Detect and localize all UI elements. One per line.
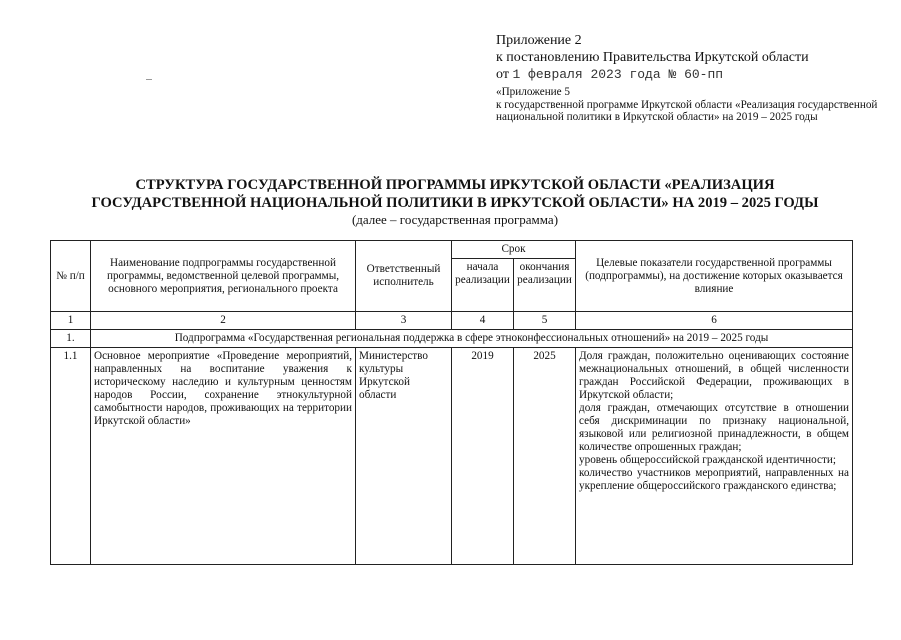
target-item: Доля граждан, положительно оценивающих состояние межнациональных отношений, в общей численности граждан Российской Федерации, проживающих в Иркутской области;	[579, 350, 849, 401]
annex-line2: к постановлению Правительства Иркутской области	[496, 50, 809, 65]
row-targets	[576, 348, 853, 565]
col-number: 1	[51, 312, 91, 330]
title-sub: (далее – государственная программа)	[351, 212, 559, 227]
target-item: уровень общероссийской гражданской идентичности;	[579, 454, 836, 466]
structure-table	[50, 240, 853, 565]
target-item: доля граждан, отмечающих отсутствие в отношении себя дискриминации по признаку национальной, языковой или религиозной принадлежности, в общем количестве опрошенных граждан;	[579, 402, 849, 453]
subprogram-row	[51, 330, 853, 348]
row-num: 1.1	[51, 348, 91, 565]
col-number: 6	[576, 312, 853, 330]
header-term: Срок	[452, 241, 576, 259]
annex-program-ref: к государственной программе Иркутской области «Реализация государственной национальной политики в Иркутской области» на 2019 – 2025 годы	[496, 98, 878, 124]
header-num: № п/п	[51, 241, 91, 312]
annex-header	[496, 32, 896, 124]
row-name: Основное мероприятие «Проведение мероприятий, направленных на воспитание уважения к историческому наследию и культурным ценностям народов России, сохранение этнокультурной самобытности народов, проживающих на территории Иркутской области»	[91, 348, 356, 565]
header-start: начала реализации	[452, 259, 514, 312]
scan-mark	[146, 79, 152, 80]
column-numbers-row	[51, 312, 853, 330]
table-row	[51, 348, 853, 565]
annex-quote-line: «Приложение 5	[496, 86, 571, 98]
header-targets: Целевые показатели государственной программы (подпрограммы), на достижение которых оказывается влияние	[576, 241, 853, 312]
col-number: 5	[514, 312, 576, 330]
annex-date-line	[496, 66, 896, 83]
subprogram-text: Подпрограмма «Государственная региональная поддержка в сфере этноконфессиональных отношений» на 2019 – 2025 годы	[91, 330, 853, 348]
annex-line1: Приложение 2	[496, 33, 582, 48]
title-main: СТРУКТУРА ГОСУДАРСТВЕННОЙ ПРОГРАММЫ ИРКУТСКОЙ ОБЛАСТИ «РЕАЛИЗАЦИЯ ГОСУДАРСТВЕННОЙ НАЦИОНАЛЬНОЙ ПОЛИТИКИ В ИРКУТСКОЙ ОБЛАСТИ» НА 2019 – 2025 ГОДЫ	[91, 177, 819, 211]
annex-from-prefix: от	[496, 67, 509, 82]
document-title	[60, 176, 850, 228]
header-name: Наименование подпрограммы государственной программы, ведомственной целевой программы, основного мероприятия, регионального проекта	[91, 241, 356, 312]
col-number: 4	[452, 312, 514, 330]
row-start: 2019	[452, 348, 514, 565]
row-executor: Министерство культуры Иркутской области	[356, 348, 452, 565]
annex-date-number: 1 февраля 2023 года № 60-пп	[512, 67, 724, 82]
row-end: 2025	[514, 348, 576, 565]
header-row	[51, 241, 853, 259]
target-item: количество участников мероприятий, направленных на укрепление общероссийского гражданского единства;	[579, 467, 849, 492]
col-number: 2	[91, 312, 356, 330]
subprogram-num: 1.	[51, 330, 91, 348]
col-number: 3	[356, 312, 452, 330]
header-executor: Ответственный исполнитель	[356, 241, 452, 312]
header-end: окончания реализации	[514, 259, 576, 312]
